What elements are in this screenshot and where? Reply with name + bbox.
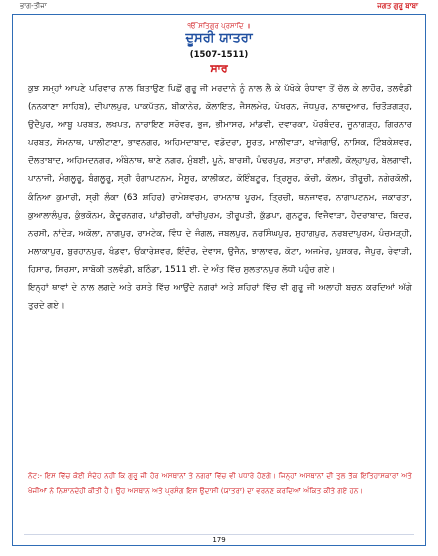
running-header-left: ਭਾਗ-ਤੀਜਾ <box>20 2 47 10</box>
footnote: ਨੋਟ:- ਇਸ ਵਿੱਚ ਕੋਈ ਸੰਦੇਹ ਨਹੀਂ ਕਿ ਗੁਰੂ ਜੀ ਹੋਰ ਅਸਥਾਨਾਂ ਤੇ ਨਗਰਾਂ ਵਿੱਚ ਵੀ ਪਧਾਰੇ ਹੋਣਗੇ। ਜਿਨ੍ਹਾਂ ਅਸਥਾਨਾਂ ਦੀ ਤੁਲ ਤੱਕ ਇਤਿਹਾਸਕਾਰਾਂ ਅਤੇ ਖੋਜੀਆਂ ਨੇ ਨਿਸ਼ਾਨਦੇਹੀ ਕੀਤੀ ਹੈ। ਉਹ ਅਸਥਾਨ ਅਤੇ ਪ੍ਰਸੰਗ ਇਸ ਉਦਾਸੀ (ਯਾਤਰਾ) ਦਾ ਵਰਨਣ ਕਰਦਿਆਂ ਅੰਕਿਤ ਕੀਤੇ ਗਏ ਹਨ। <box>28 471 412 495</box>
running-header-right: ਜਗਤ ਗੁਰੂ ਬਾਬਾ <box>377 2 418 10</box>
paragraph-closing: ਇਨ੍ਹਾਂ ਥਾਵਾਂ ਦੇ ਨਾਲ ਲਗਦੇ ਅਤੇ ਰਸਤੇ ਵਿੱਚ ਆਉਂਦੇ ਨਗਰਾਂ ਅਤੇ ਸ਼ਹਿਰਾਂ ਵਿੱਚ ਵੀ ਗੁਰੂ ਜੀ ਅਲਾਹੀ ਬਚਨ ਕਰਦਿਆਂ ਅੱਗੇ ਤੁਰਦੇ ਗਏ। <box>28 283 412 312</box>
body-text <box>28 80 412 315</box>
invocation-line: ੴ ਸਤਿਗੁਰ ਪ੍ਰਸਾਦਿ ॥ <box>187 22 251 30</box>
chapter-title: ਦੂਸਰੀ ਯਾਤਰਾ <box>185 31 253 46</box>
paragraph-itinerary: ਕੁਝ ਸਮ੍ਹਾਂ ਆਪਣੇ ਪਰਿਵਾਰ ਨਾਲ ਬਿਤਾਉਣ ਪਿਛੋਂ ਗੁਰੂ ਜੀ ਮਰਦਾਨੇ ਨੂੰ ਨਾਲ ਲੈ ਕੇ ਪੱਖੋਕੇ ਰੰਧਾਵਾ ਤੋਂ ਚੱਲ ਕੇ ਲਾਹੌਰ, ਤਲਵੰਡੀ (ਨਨਕਾਣਾ ਸਾਹਿਬ), ਦੀਪਾਲਪੁਰ, ਪਾਕਪੱਤਨ, ਬੀਕਾਨੇਰ, ਕੋਲਾਇਤ, ਜੈਸਲਮੇਰ, ਪੋਖਰਨ, ਜੋਧਪੁਰ, ਨਾਥਦੁਆਰ, ਚਿਤੌੜਗੜ੍ਹ, ਉਦੈਪੁਰ, ਆਬੂ ਪਰਬਤ, ਲਖਪਤ, ਨਾਰਾਇਣ ਸਰੋਵਰ, ਭੁਜ, ਭੀਮਾਸਰ, ਮਾਂਡਵੀ, ਦਵਾਰਕਾ, ਪੋਰਬੰਦਰ, ਜੂਨਾਗੜ੍ਹ, ਗਿਰਨਾਰ ਪਰਬਤ, ਸੋਮਨਾਥ, ਪਾਲੀਟਾਣਾ, ਭਾਵਨਗਰ, ਅਹਿਮਦਾਬਾਦ, ਵਡੋਦਰਾ, ਸੂਰਤ, ਮਾਲੀਵਾੜਾ, ਖਾਜੇਗਾਓਂ, ਨਾਸਿਕ, ਟਿੰਬਕੇਸ਼ਵਰ, ਦੌਲਤਾਬਾਦ, ਅਹਿਮਦਨਗਰ, ਅੰਬੇਨਾਥ, ਥਾਣੇ ਨਗਰ, ਮੁੰਬਈ, ਪੂਨੇ, ਬਾਰਸ਼ੀ, ਪੰਢਰਪੁਰ, ਸਤਾਰਾ, ਸਾਂਗਲੀ, ਕੋਲ੍ਹਾਪੁਰ, ਬੇਲਗਾਵੀ, ਪਾਨਾਜੀ, ਮੰਗਲੂਰੂ, ਬੰਗਲੂਰੂ, ਸ੍ਰੀ ਰੰਗਾਪਟਨਮ, ਮੈਸੂਰ, ਕਾਲੀਕਟ, ਕੋਇੰਬਟੂਰ, ਤ੍ਰਿਸੂਰ, ਕੋਚੀ, ਕੋਲਮ, ਤੀਰੂਚੀ, ਨਗੇਰਕੋਲੀ, ਕੰਨਿਆ ਕੁਮਾਰੀ, ਸ੍ਰੀ ਲੰਕਾ (63 ਸ਼ਹਿਰ) ਰਾਮੇਸ਼ਵਰਮ, ਰਾਮਨਾਥ ਪੂਰਮ, ਤ੍ਰਿਚੀ, ਥਨਜਾਵਰ, ਨਾਗਾਪਟਨਮ, ਜਕਾਰਤਾ, ਕੁਆਲਾਲੰਪੁਰ, ਕੁੰਭਕੋਨਮ, ਕੈਦੂਰਨਗਰ, ਪਾਂਡੀਚਰੀ, ਕਾਂਚੀਪੁਰਮ, ਤੀਰੂਪਤੀ, ਕੁੱਡਪਾ, ਗੁਨਟੂਰ, ਵਿਜੈਵਾੜਾ, ਹੈਦਰਾਬਾਦ, ਬਿਦਰ, ਨਰਸੀ, ਨਾਂਦੇੜ, ਅਕੋਲਾ, ਨਾਗਪੁਰ, ਰਾਮਟੇਕ, ਵਿੰਧ ਦੇ ਜੰਗਲ, ਜਬਲਪੁਰ, ਨਰਸਿੰਘਪੁਰ, ਸੁਹਾਗਪੁਰ, ਨਰਬਦਾਪੁਰਮ, ਪੰਚਮੜ੍ਹੀ, ਮਲਾਕਾਪੁਰ, ਬੁਰਹਾਨਪੁਰ, ਖੰਡਵਾ, ਓਂਕਾਰੇਸ਼ਵਰ, ਇੰਦੌਰ, ਦੇਵਾਸ, ਉਜੈਨ, ਝਾਲਾਵਰ, ਕੋਟਾ, ਅਜਮੇਰ, ਪੁਸ਼ਕਰ, ਜੈਪੁਰ, ਰੇਵਾੜੀ, ਹਿਸਾਰ, ਸਿਰਸਾ, ਸਾਬੋਕੀ ਤਲਵੰਡੀ, ਬਠਿੰਡਾ, 1511 ਈ. ਦੇ ਅੰਤ ਵਿੱਚ ਸੁਲਤਾਨਪੁਰ ਲੋਧੀ ਪਹੁੰਚ ਗਏ। <box>28 84 412 275</box>
footer-divider <box>24 534 414 535</box>
chapter-years: (1507-1511) <box>189 50 249 60</box>
section-heading: ਸਾਰ <box>210 62 228 75</box>
page-number: 179 <box>212 536 226 544</box>
